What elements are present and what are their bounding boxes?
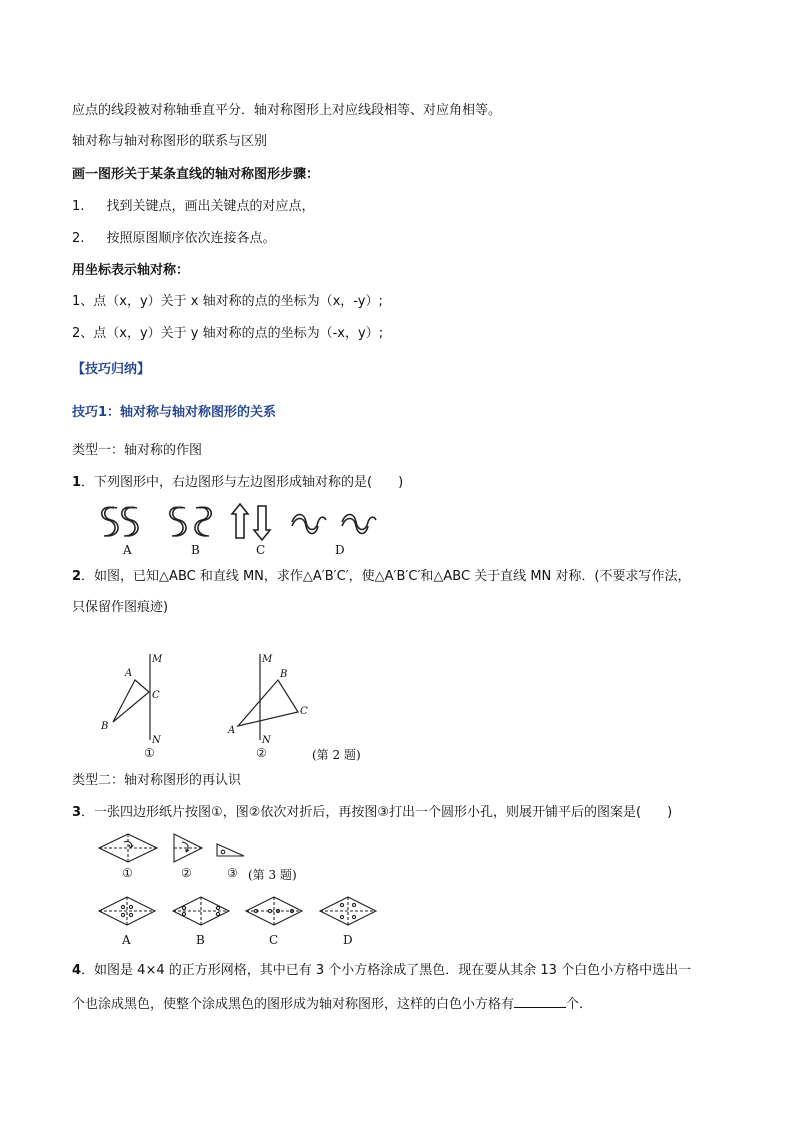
question-4-text-2a: 个也涂成黑色，使整个涂成黑色的图形成为轴对称图形，这样的白色小方格有 <box>72 997 515 1012</box>
intro-line-2: 轴对称与轴对称图形的联系与区别 <box>72 134 268 149</box>
question-1-options-figure <box>92 500 392 550</box>
q3-fig-label-3: ③ <box>227 866 238 880</box>
step-2-num: 2. <box>72 231 85 246</box>
type-1-label: 类型一：轴对称的作图 <box>72 443 203 458</box>
question-4-number: 4 <box>72 963 82 978</box>
q1-option-c: C <box>256 543 266 557</box>
fig1-label-b: B <box>101 721 109 732</box>
fig1-label-a: A <box>125 668 133 679</box>
coord-title: 用坐标表示轴对称： <box>72 263 190 278</box>
question-2-number: 2 <box>72 569 82 584</box>
question-4-line-2 <box>72 994 592 1014</box>
skill-1-heading: 技巧1：轴对称与轴对称图形的关系 <box>72 405 277 420</box>
fig1-label-m: M <box>152 654 163 665</box>
question-2-text: ．如图，已知△ABC 和直线 MN，求作△A′B′C′，使△A′B′C′和△ABC 关于直线 MN 对称．(不要求写作法， <box>81 569 691 584</box>
q3-fig-label-1: ① <box>122 866 133 880</box>
fig2-label-c: C <box>300 706 308 717</box>
fig2-label-b: B <box>280 669 288 680</box>
question-3 <box>72 804 672 822</box>
q3-fig-label-2: ② <box>181 866 192 880</box>
q3-option-a: A <box>122 933 131 947</box>
fig2-label-a: A <box>228 725 236 736</box>
step-1 <box>72 198 315 216</box>
question-3-options-figure <box>96 896 386 930</box>
question-2-figure-1 <box>95 652 175 752</box>
question-2-line-2: 只保留作图痕迹) <box>72 600 169 615</box>
question-2-figure-2 <box>228 652 318 752</box>
fig1-label-n: N <box>152 735 161 746</box>
type-2-label: 类型二：轴对称图形的再认识 <box>72 773 242 788</box>
fig2-label-n: N <box>262 735 271 746</box>
question-1-text: ．下列图形中，右边图形与左边图形成轴对称的是( ) <box>81 475 404 490</box>
q3-option-d: D <box>343 933 353 947</box>
question-4-text-2b: 个． <box>566 997 593 1012</box>
section-heading: 【技巧归纳】 <box>72 362 151 377</box>
figure-3-caption: (第 3 题) <box>248 868 297 882</box>
fig1-number: ① <box>144 746 155 760</box>
question-2-line-1 <box>72 568 690 586</box>
question-3-text: ．一张四边形纸片按图①，图②依次对折后，再按图③打出一个圆形小孔，则展开铺平后的图案是( ) <box>81 805 673 820</box>
step-1-text: 找到关键点，画出关键点的对应点， <box>106 199 315 214</box>
question-3-fold-figures <box>96 832 286 866</box>
steps-title: 画一图形关于某条直线的轴对称图形步骤： <box>72 167 320 182</box>
q1-option-d: D <box>335 543 345 557</box>
step-2 <box>72 230 276 248</box>
question-4-text: ．如图是 4×4 的正方形网格，其中已有 3 个小方格涂成了黑色．现在要从其余 13 个白色小方格中选出一 <box>81 963 692 978</box>
question-4-line-1 <box>72 962 691 980</box>
coord-rule-1: 1、点（x，y）关于 x 轴对称的点的坐标为（x，-y）; <box>72 294 383 309</box>
coord-rule-2: 2、点（x，y）关于 y 轴对称的点的坐标为（-x，y）; <box>72 326 384 341</box>
figure-2-caption: (第 2 题) <box>312 748 361 762</box>
question-3-number: 3 <box>72 805 82 820</box>
intro-line-1: 应点的线段被对称轴垂直平分．轴对称图形上对应线段相等、对应角相等。 <box>72 103 502 118</box>
fig1-label-c: C <box>152 690 160 701</box>
q3-option-c: C <box>269 933 279 947</box>
step-1-num: 1. <box>72 199 85 214</box>
q3-option-b: B <box>196 933 205 947</box>
answer-blank[interactable] <box>514 994 566 1008</box>
question-1 <box>72 474 403 492</box>
fig2-number: ② <box>256 746 267 760</box>
question-1-number: 1 <box>72 475 82 490</box>
q1-option-a: A <box>123 543 132 557</box>
step-2-text: 按照原图顺序依次连接各点。 <box>106 231 276 246</box>
fig2-label-m: M <box>262 654 273 665</box>
q1-option-b: B <box>191 543 200 557</box>
